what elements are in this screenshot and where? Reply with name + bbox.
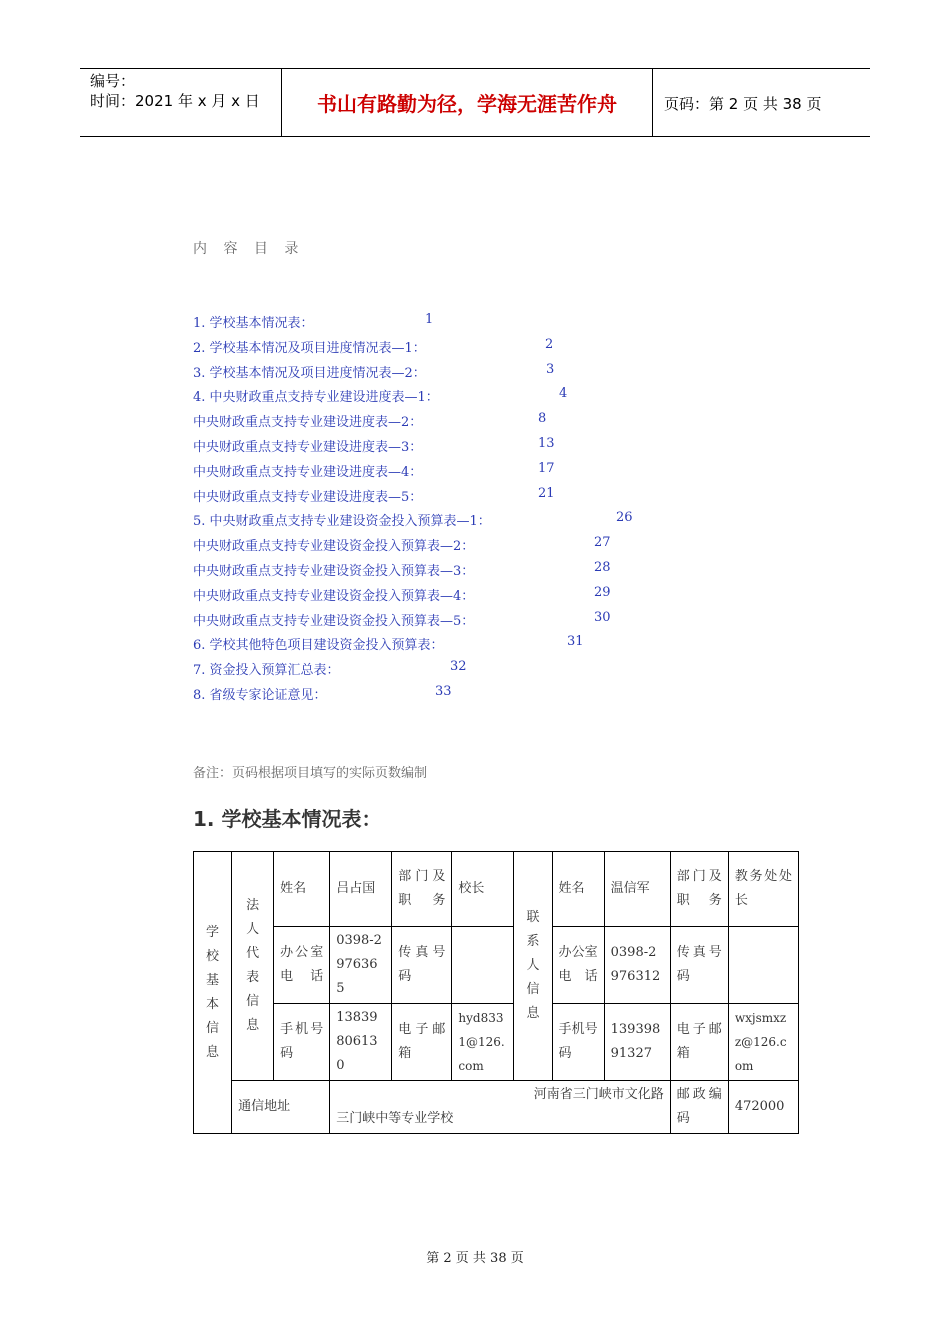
- toc-item-text: 3. 学校基本情况及项目进度情况表—2：: [193, 365, 426, 381]
- postcode-label: 邮政编码: [670, 1081, 728, 1134]
- con-fax-label: 传真号码: [670, 927, 728, 1004]
- toc-item-page: 2: [545, 336, 554, 352]
- rep-mobile-label: 手机号码: [274, 1004, 330, 1081]
- page-header: [80, 68, 870, 137]
- rep-mobile: 13839806130: [330, 1004, 392, 1081]
- toc-title: 内 容 目 录: [193, 241, 305, 257]
- con-office-label: 办公室电话: [552, 927, 604, 1004]
- header-page-label: 页码：第 2 页 共 38 页: [664, 95, 822, 113]
- header-motto: 书山有路勤为径，学海无涯苦作舟: [317, 92, 617, 116]
- toc-item-text: 6. 学校其他特色项目建设资金投入预算表：: [193, 638, 444, 654]
- toc-item-text: 2. 学校基本情况及项目进度情况表—1：: [193, 340, 426, 356]
- legal-rep-label: 法 人 代 表 信 息: [232, 852, 274, 1081]
- rep-office-label: 办公室电话: [274, 927, 330, 1004]
- toc-item[interactable]: [193, 460, 555, 486]
- toc-item[interactable]: [193, 485, 555, 511]
- con-name-label: 姓名: [552, 852, 604, 927]
- con-office: 0398-2976312: [604, 927, 670, 1004]
- school-info-label: 学 校 基 本 信 息: [194, 852, 232, 1134]
- header-meta: [90, 71, 260, 111]
- toc-item-page: 13: [538, 435, 555, 451]
- toc-item-page: 27: [594, 535, 611, 551]
- toc-item[interactable]: [193, 659, 491, 684]
- header-divider: [652, 69, 653, 136]
- toc-item[interactable]: [193, 312, 491, 337]
- toc-item-text: 7. 资金投入预算汇总表：: [193, 663, 340, 679]
- toc-item-page: 21: [538, 485, 555, 501]
- toc-item-page: 4: [559, 386, 568, 402]
- rep-fax: [452, 927, 514, 1004]
- toc-item-text: 中央财政重点支持专业建设资金投入预算表—5：: [193, 613, 475, 629]
- toc-item-page: 17: [538, 460, 555, 476]
- section-title: 1. 学校基本情况表：: [193, 807, 382, 831]
- toc-item-text: 中央财政重点支持专业建设资金投入预算表—4：: [193, 588, 475, 604]
- rep-email: hyd8331@126.com: [452, 1004, 514, 1081]
- toc-item-text: 中央财政重点支持专业建设资金投入预算表—2：: [193, 539, 475, 555]
- con-title: 教务处处长: [728, 852, 798, 927]
- code-label: 编号：: [90, 72, 136, 90]
- toc-item[interactable]: [193, 535, 611, 560]
- con-dept-label: 部门及职务: [670, 852, 728, 927]
- toc-item-page: 3: [546, 361, 555, 377]
- toc-item[interactable]: [193, 634, 584, 659]
- rep-fax-label: 传真号码: [392, 927, 452, 1004]
- con-name: 温信军: [604, 852, 670, 927]
- toc-item-text: 中央财政重点支持专业建设进度表—4：: [193, 464, 423, 480]
- toc-item-text: 中央财政重点支持专业建设资金投入预算表—3：: [193, 563, 475, 579]
- address-line-2: 三门峡中等专业学校: [336, 1111, 454, 1126]
- toc-item-page: 28: [594, 559, 611, 575]
- con-mobile: 13939891327: [604, 1004, 670, 1081]
- rep-name-label: 姓名: [274, 852, 330, 927]
- postcode: 472000: [728, 1081, 798, 1134]
- rep-title: 校长: [452, 852, 514, 927]
- page-footer: 第 2 页 共 38 页: [426, 1251, 524, 1266]
- toc-item[interactable]: [193, 684, 491, 709]
- toc-item-text: 5. 中央财政重点支持专业建设资金投入预算表—1：: [193, 514, 491, 530]
- toc-item-text: 1. 学校基本情况表：: [193, 316, 314, 331]
- rep-email-label: 电子邮箱: [392, 1004, 452, 1081]
- toc-item-text: 4. 中央财政重点支持专业建设进度表—1：: [193, 390, 439, 406]
- toc-item-text: 中央财政重点支持专业建设进度表—2：: [193, 415, 423, 431]
- toc-item-page: 29: [594, 584, 611, 600]
- toc-item-page: 8: [538, 411, 547, 427]
- toc-item[interactable]: [193, 361, 555, 387]
- toc-item-page: 1: [425, 312, 434, 327]
- toc-item[interactable]: [193, 435, 555, 461]
- toc-list: [193, 312, 633, 709]
- toc-item-text: 8. 省级专家论证意见：: [193, 687, 327, 703]
- toc-item[interactable]: [193, 510, 633, 535]
- toc-item-text: 中央财政重点支持专业建设进度表—5：: [193, 489, 423, 505]
- con-mobile-label: 手机号码: [552, 1004, 604, 1081]
- address-line-1: 河南省三门峡市文化路: [533, 1087, 664, 1102]
- toc-item[interactable]: [193, 336, 554, 362]
- toc-item-page: 33: [435, 683, 452, 699]
- con-email-label: 电子邮箱: [670, 1004, 728, 1081]
- time-label: 时间：2021 年 x 月 x 日: [90, 92, 260, 110]
- toc-item-page: 30: [594, 609, 611, 625]
- toc-item[interactable]: [193, 584, 611, 610]
- rep-dept-label: 部门及职务: [392, 852, 452, 927]
- toc-note: 备注：页码根据项目填写的实际页数编制: [193, 766, 428, 781]
- toc-item-page: 31: [567, 634, 584, 650]
- con-email: wxjsmxzz@126.com: [728, 1004, 798, 1081]
- address-value: [330, 1081, 671, 1134]
- toc-item[interactable]: [193, 411, 547, 436]
- toc-item[interactable]: [193, 609, 611, 635]
- school-info-table: [193, 851, 799, 1134]
- toc-item-page: 32: [450, 659, 467, 675]
- con-fax: [728, 927, 798, 1004]
- contact-label: 联 系 人 信 息: [514, 852, 552, 1081]
- toc-item[interactable]: [193, 386, 568, 411]
- toc-item[interactable]: [193, 559, 611, 585]
- toc-item-text: 中央财政重点支持专业建设进度表—3：: [193, 439, 423, 455]
- rep-name: 吕占国: [330, 852, 392, 927]
- toc-item-page: 26: [616, 510, 633, 526]
- address-label: 通信地址: [232, 1081, 330, 1134]
- rep-office: 0398-2976365: [330, 927, 392, 1004]
